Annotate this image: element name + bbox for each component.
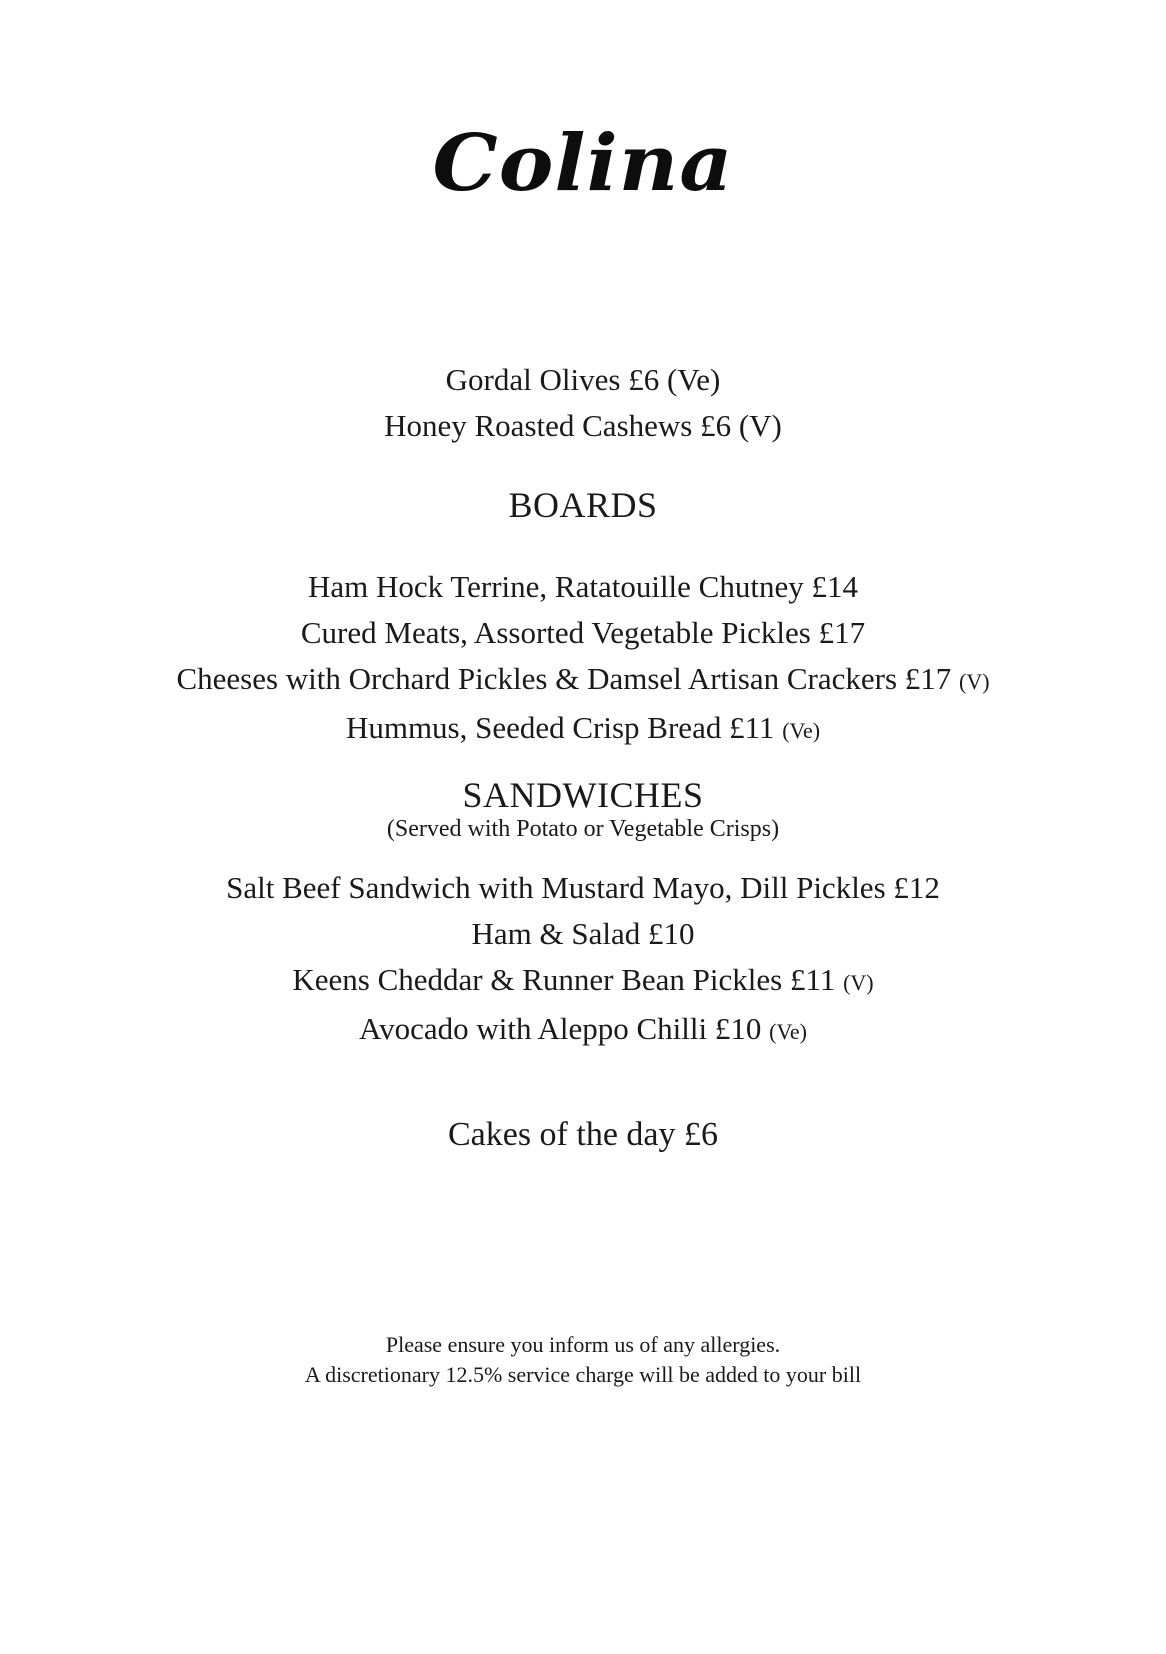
section-heading: BOARDS: [508, 485, 658, 525]
boards-section: [0, 485, 1166, 525]
sandwiches-items: [0, 865, 1166, 1055]
menu-item: Honey Roasted Cashews £6 (V): [384, 408, 782, 443]
restaurant-logo: Colina: [432, 118, 734, 209]
snacks-section: [0, 357, 1166, 449]
footer-notice: [0, 1330, 1166, 1390]
menu-item: Ham Hock Terrine, Ratatouille Chutney £14: [308, 569, 858, 604]
section-note: (Served with Potato or Vegetable Crisps): [386, 816, 780, 842]
menu-item: Cakes of the day £6: [447, 1116, 719, 1153]
dietary-tag: (V): [843, 970, 874, 995]
menu-item: Cheeses with Orchard Pickles & Damsel Artisan Crackers £17 (V): [176, 661, 990, 696]
menu-item: Gordal Olives £6 (Ve): [445, 362, 721, 397]
menu-item: Ham & Salad £10: [471, 916, 695, 951]
menu-item: Avocado with Aleppo Chilli £10 (Ve): [358, 1011, 808, 1046]
menu-item: Cured Meats, Assorted Vegetable Pickles £17: [300, 615, 866, 650]
allergy-notice: Please ensure you inform us of any allergies.: [385, 1332, 781, 1357]
cakes-section: [0, 1112, 1166, 1158]
sandwiches-section: [0, 775, 1166, 843]
service-charge-notice: A discretionary 12.5% service charge will be added to your bill: [304, 1362, 862, 1387]
dietary-tag: (Ve): [769, 1019, 808, 1044]
boards-items: [0, 564, 1166, 754]
section-heading: SANDWICHES: [462, 775, 704, 815]
dietary-tag: (Ve): [782, 718, 821, 743]
menu-item: Salt Beef Sandwich with Mustard Mayo, Dill Pickles £12: [226, 870, 940, 905]
dietary-tag: (V): [959, 669, 990, 694]
menu-item: Hummus, Seeded Crisp Bread £11 (Ve): [345, 710, 821, 745]
menu-item: Keens Cheddar & Runner Bean Pickles £11 (V): [292, 962, 874, 997]
